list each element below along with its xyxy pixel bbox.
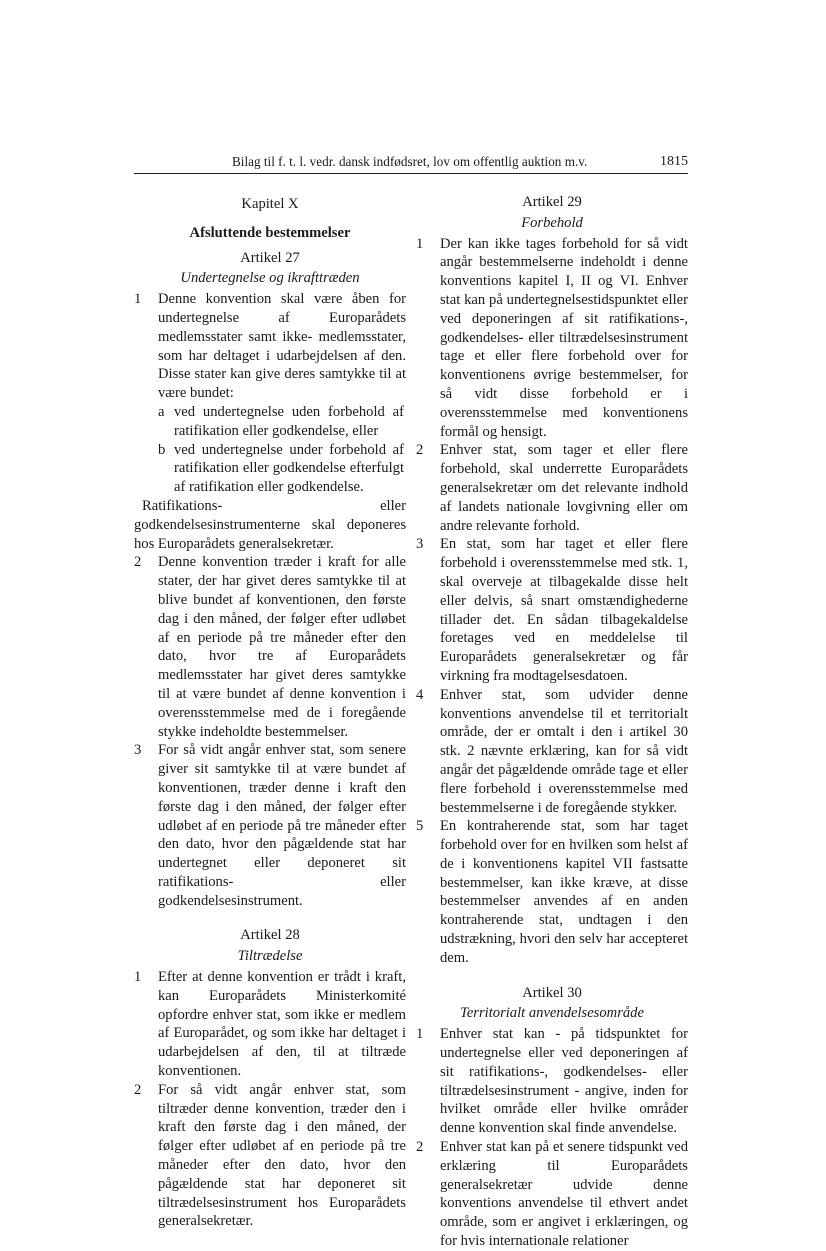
article-27-item-a [134,403,406,441]
item-text: ved undertegnelse under forbehold af ratifikation eller godkendelse efterfulgt af ratifikation eller godkendelse. [174,441,404,496]
paragraph-number: 2 [134,1081,142,1098]
article-28-title: Artikel 28 [240,927,300,944]
right-column [416,187,688,1251]
article-30-paragraph-1 [416,1025,688,1138]
chapter-heading: Kapitel X [241,196,299,212]
page-number: 1815 [660,154,688,169]
paragraph-text: Enhver stat, som tager et eller flere forbehold, skal underrette Europarådets generalsekretær om det relevante indhold af landets nationale lovgivning eller om andre relevante forhold. [440,442,688,534]
article-29-paragraph-5 [416,817,688,967]
paragraph-text: Denne konvention skal være åben for undertegnelse af Europarådets medlemsstater samt ikke- medlemsstater, som har deltaget i udarbejdelsen af den. Disse stater kan give deres samtykke til at være bundet: [158,291,406,402]
paragraph-text: Efter at denne konvention er trådt i kraft, kan Europarådets Ministerkomité opfordre enhver stat, som ikke er medlem af Europarådet, og som ikke har deltaget i udarbejdelsen af den, til at tiltræde konventionen. [158,969,406,1080]
paragraph-text: Denne konvention træder i kraft for alle stater, der har givet deres samtykke til at blive bundet af konventionen, den første dag i den måned, der følger efter udløbet af en periode på tre måneder efter den dato, hvor tre af Europarådets medlemsstater har givet deres samtykke til at være bundet af denne konvention i overensstemmelse med de i foregående stykke indeholdte bestemmelser. [158,554,406,740]
paragraph-number: 2 [416,1139,424,1156]
left-column [134,187,406,1231]
item-label: a [158,403,165,420]
paragraph-text: For så vidt angår enhver stat, som senere giver sit samtykke til at være bundet af konventionen, træder denne i kraft den første dag i den måned, der følger efter udløbet af en periode på tre måneder efter den dato, hvor den pågældende stat har undertegnet eller deponeret sit ratifikations- eller godkendelsesinstrument. [158,742,406,909]
article-28-paragraph-1 [134,968,406,1081]
paragraph-number: 1 [416,1026,424,1043]
article-28-subtitle: Tiltrædelse [237,948,303,965]
running-header [134,153,688,174]
article-27-item-b [134,441,406,497]
paragraph-text: Der kan ikke tages forbehold for så vidt angår bestemmelserne indeholdt i denne konventions kapitel I, II og VI. Enhver stat kan på undertegnelsestidspunktet eller ved deponeringen af sit ratifikations-, godkendelses- eller tiltrædelsesinstrument tage et eller flere forbehold over for konventionens øvrige bestemmelser, for så vidt disse forbehold er i overensstemmelse med konventionens formål og hensigt. [440,235,688,440]
article-29-title: Artikel 29 [522,194,582,210]
paragraph-number: 2 [416,442,424,459]
paragraph-text: For så vidt angår enhver stat, som tiltræder denne konvention, træder den i kraft den første dag i den måned, der følger efter udløbet af en periode på tre måneder efter den dato, hvor den pågældende stat har deponeret sit tiltrædelsesinstrument hos Europarådets generalsekretær. [158,1081,406,1230]
paragraph-number: 1 [134,969,142,986]
article-27-closing-text: Ratifikations- eller godkendelsesinstrumenterne skal deponeres hos Europarådets generalsekretær. [134,497,406,552]
article-27-paragraph-3 [134,741,406,910]
paragraph-text: Enhver stat kan på et senere tidspunkt ved erklæring til Europarådets generalsekretær udvide denne konventions anvendelse til ethvert andet område, som er angivet i erklæringen, og for hvis internationale relationer [440,1139,688,1250]
article-30-paragraph-2 [416,1138,688,1251]
header-title: Bilag til f. t. l. vedr. dansk indfødsret, lov om offentlig auktion m.v. [232,154,588,169]
article-27-paragraph-1 [134,290,406,403]
paragraph-text: En kontraherende stat, som har taget forbehold over for en hvilken som helst af de i konventionens kapitel VII fastsatte bestemmelser, kan ikke kræve, at disse bestemmelser anvendes af en anden kontraherende stat, undtagen i den udstrækning, hvori den selv har accepteret dem. [440,818,688,966]
article-29-paragraph-2 [416,441,688,535]
article-27-subtitle: Undertegnelse og ikrafttræden [180,270,360,287]
article-29-subtitle: Forbehold [521,214,583,231]
article-27-title: Artikel 27 [240,249,300,266]
article-30-title: Artikel 30 [522,984,582,1001]
article-29-paragraph-3 [416,535,688,685]
paragraph-number: 3 [134,742,142,759]
article-30-subtitle: Territorialt anvendelsesområde [460,1005,644,1022]
item-text: ved undertegnelse uden forbehold af ratifikation eller godkendelse, eller [174,403,404,439]
item-label: b [158,441,166,458]
paragraph-number: 5 [416,818,424,835]
paragraph-number: 1 [416,235,424,252]
article-28-paragraph-2 [134,1081,406,1231]
paragraph-number: 1 [134,291,142,308]
paragraph-number: 3 [416,536,424,553]
section-heading: Afsluttende bestemmelser [189,224,351,241]
paragraph-text: En stat, som har taget et eller flere forbehold i overensstemmelse med stk. 1, skal overveje at tilbagekalde disse helt eller delvis, så snart omstændighederne tillader det. En sådan tilbagekaldelse foretages ved en meddelelse til Europarådets generalsekretær og får virkning fra modtagelsesdatoen. [440,536,688,684]
paragraph-number: 4 [416,686,424,703]
article-29-paragraph-4 [416,686,688,818]
paragraph-number: 2 [134,554,142,571]
paragraph-text: Enhver stat kan - på tidspunktet for undertegnelse eller ved deponeringen af sit ratifikations-, godkendelses- eller tiltrædelsesinstrument - angive, inden for hvilket område eller hvilke områder denne konvention skal finde anvendelse. [440,1026,688,1137]
paragraph-text: Enhver stat, som udvider denne konventions anvendelse til et territorialt område, der er omtalt i den i artikel 30 stk. 2 nævnte erklæring, kan for så vidt angår det pågældende område tage et eller flere forbehold i overensstemmelse med bestemmelserne i de foregående stykker. [440,686,688,816]
article-27-paragraph-2 [134,553,406,741]
article-29-paragraph-1 [416,235,688,442]
